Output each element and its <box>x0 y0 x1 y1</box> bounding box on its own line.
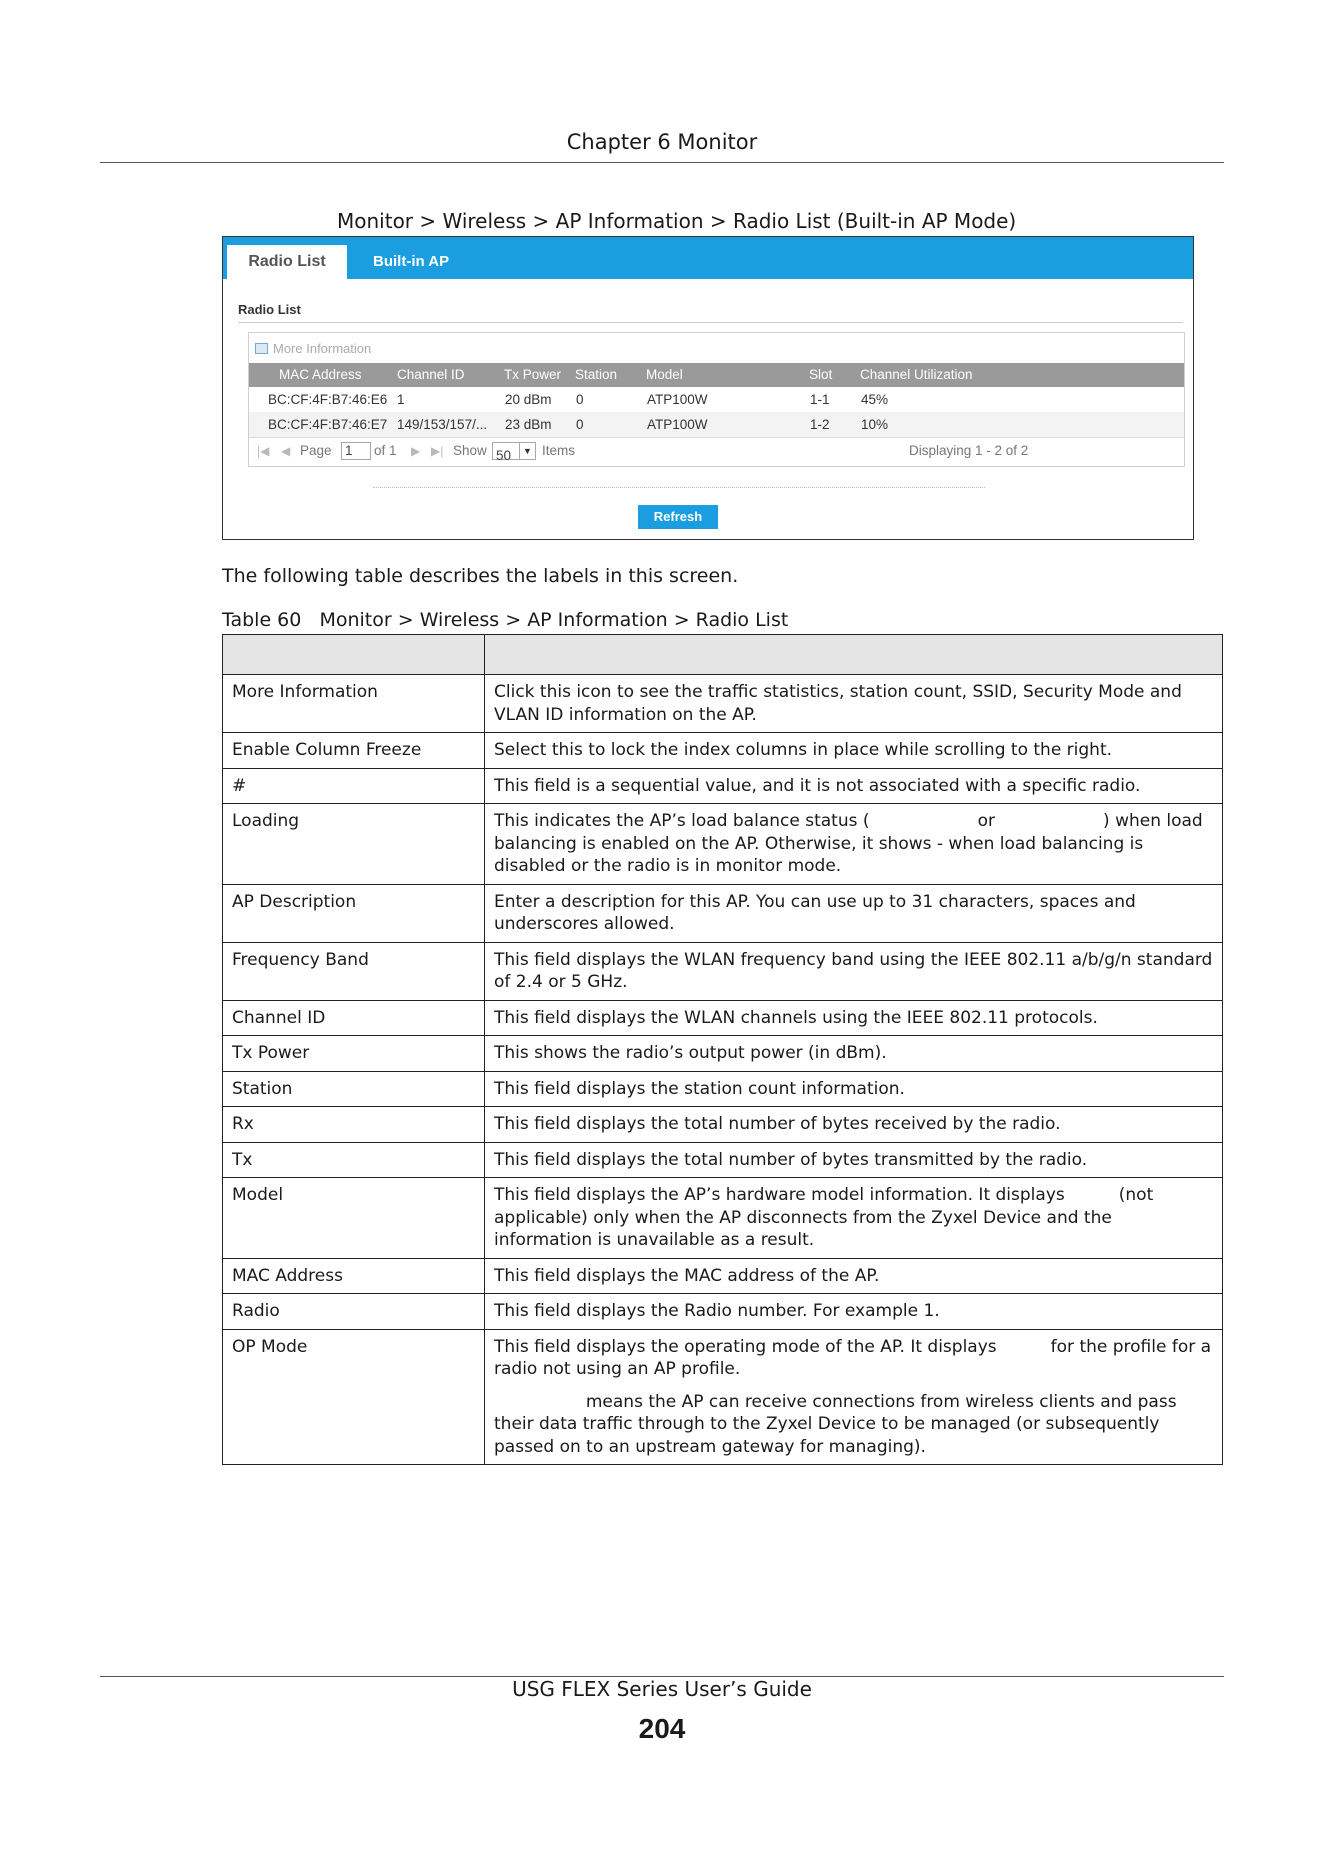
label-cell: Tx <box>223 1142 485 1178</box>
description-cell <box>485 942 1223 1000</box>
description-text: This field displays the Radio number. For example 1. <box>494 1301 940 1321</box>
column-header[interactable]: Slot <box>809 367 833 382</box>
description-cell <box>485 1329 1223 1465</box>
channel-id-cell: 149/153/157/... <box>397 417 488 432</box>
table-row <box>223 1036 1223 1072</box>
description-cell <box>485 1142 1223 1178</box>
table-row[interactable] <box>249 412 1184 437</box>
label-cell: Rx <box>223 1107 485 1143</box>
model-cell: ATP100W <box>647 417 708 432</box>
figure-caption: Monitor > Wireless > AP Information > Radio List (Built-in AP Mode) <box>337 209 1017 233</box>
show-label: Show <box>453 443 487 458</box>
items-label: Items <box>542 443 576 458</box>
label-cell: Station <box>223 1071 485 1107</box>
pagination-bar <box>249 437 1184 464</box>
next-page-icon[interactable]: ▶ <box>411 444 421 458</box>
table-row <box>223 1107 1223 1143</box>
tx-power-cell: 23 dBm <box>505 417 552 432</box>
label-cell: Frequency Band <box>223 942 485 1000</box>
page-size-value: 50 <box>496 448 512 463</box>
page-number-input[interactable]: 1 <box>341 442 371 460</box>
section-title: Radio List <box>238 302 301 317</box>
description-text: This field displays the MAC address of the AP. <box>494 1265 880 1286</box>
slot-cell: 1-1 <box>810 392 830 407</box>
description-text: Select this to lock the index columns in place while scrolling to the right. <box>494 740 1113 760</box>
description-text: This field displays the WLAN frequency band using the IEEE 802.11 a/b/g/n standard of 2.4 or 5 GHz. <box>494 949 1218 992</box>
description-cell <box>485 768 1223 804</box>
page-count-label: of 1 <box>374 443 397 458</box>
more-information-button[interactable] <box>255 341 371 356</box>
divider-dotted <box>373 487 985 488</box>
column-header[interactable]: Tx Power <box>504 367 562 382</box>
table-row <box>223 1071 1223 1107</box>
column-header[interactable]: Channel ID <box>397 367 465 382</box>
label-cell: OP Mode <box>223 1329 485 1465</box>
refresh-button[interactable]: Refresh <box>638 505 718 529</box>
description-text: This field is a sequential value, and it is not associated with a specific radio. <box>494 775 1141 796</box>
tab-radio-list[interactable]: Radio List <box>227 245 347 279</box>
channel-id-cell: 1 <box>397 392 405 407</box>
description-text: This field displays the operating mode of the AP. It displays for the profile for a radio not using an AP profile. <box>494 1336 1217 1379</box>
intro-paragraph: The following table describes the labels in this screen. <box>222 565 739 587</box>
table-row <box>223 1258 1223 1294</box>
label-cell: AP Description <box>223 884 485 942</box>
column-header[interactable]: Station <box>575 367 618 382</box>
tab-built-in-ap[interactable]: Built-in AP <box>373 253 450 270</box>
channel-utilization-cell: 10% <box>861 417 889 432</box>
chevron-down-icon: ▼ <box>519 443 535 459</box>
first-page-icon[interactable]: |◀ <box>257 444 270 458</box>
label-cell: MAC Address <box>223 1258 485 1294</box>
description-text: This indicates the AP’s load balance status ( or ) when load balancing is enabled on the AP. Otherwise, it shows - when load balancing is disabled or the radio is in monitor mode. <box>494 811 1209 876</box>
table-row <box>223 1294 1223 1330</box>
page-label: Page <box>300 443 332 458</box>
label-cell: Loading <box>223 804 485 885</box>
label-cell: Channel ID <box>223 1000 485 1036</box>
table-row <box>223 942 1223 1000</box>
last-page-icon[interactable]: ▶| <box>431 444 444 458</box>
label-cell: # <box>223 768 485 804</box>
mac-address-cell: BC:CF:4F:B7:46:E6 <box>268 392 388 407</box>
description-cell <box>485 804 1223 885</box>
description-cell <box>485 1036 1223 1072</box>
label-cell: Radio <box>223 1294 485 1330</box>
description-text: Enter a description for this AP. You can use up to 31 characters, spaces and underscores allowed. <box>494 891 1142 934</box>
description-text: means the AP can receive connections from wireless clients and pass their data traffic through to the Zyxel Device to be managed (or subsequently passed on to an upstream gateway for managing). <box>494 1391 1182 1457</box>
description-cell <box>485 1294 1223 1330</box>
displaying-status: Displaying 1 - 2 of 2 <box>909 443 1029 458</box>
table-row <box>223 733 1223 769</box>
description-cell <box>485 675 1223 733</box>
description-text: This shows the radio’s output power (in dBm). <box>494 1043 887 1063</box>
table-row <box>223 1329 1223 1465</box>
model-cell: ATP100W <box>647 392 708 407</box>
label-description-table <box>222 634 1223 1465</box>
station-cell: 0 <box>576 417 584 432</box>
table-row <box>223 675 1223 733</box>
description-cell <box>485 884 1223 942</box>
table-row <box>223 768 1223 804</box>
description-text: This field displays the total number of bytes transmitted by the radio. <box>494 1149 1088 1170</box>
table-row <box>223 1000 1223 1036</box>
section-divider <box>238 322 1183 323</box>
table-row <box>223 884 1223 942</box>
radio-list-panel <box>248 332 1185 467</box>
tab-bar <box>223 237 1193 279</box>
header-divider <box>100 162 1224 163</box>
description-column-header <box>485 635 1223 675</box>
mac-address-cell: BC:CF:4F:B7:46:E7 <box>268 417 388 432</box>
radio-list-screenshot <box>222 236 1194 540</box>
table-row <box>223 804 1223 885</box>
description-text: Click this icon to see the traffic statistics, station count, SSID, Security Mode and VLAN ID information on the AP. <box>494 682 1188 725</box>
description-cell <box>485 1258 1223 1294</box>
label-cell: Enable Column Freeze <box>223 733 485 769</box>
column-header[interactable]: Channel Utilization <box>860 367 973 382</box>
more-information-label: More Information <box>273 341 372 356</box>
description-text: This field displays the WLAN channels using the IEEE 802.11 protocols. <box>494 1007 1098 1028</box>
table-header <box>249 363 1184 387</box>
chapter-header: Chapter 6 Monitor <box>566 130 758 154</box>
tx-power-cell: 20 dBm <box>505 392 552 407</box>
column-header[interactable]: MAC Address <box>279 367 362 382</box>
label-cell: Model <box>223 1178 485 1259</box>
table-caption: Table 60 Monitor > Wireless > AP Information > Radio List <box>222 609 789 631</box>
table-row <box>223 1178 1223 1259</box>
page-size-select[interactable] <box>492 442 536 463</box>
description-text: This field displays the AP’s hardware model information. It displays (not applicable) only when the AP disconnects from the Zyxel Device and the information is unavailable as a result. <box>494 1185 1159 1250</box>
column-header[interactable]: Model <box>646 367 683 382</box>
description-text: This field displays the total number of bytes received by the radio. <box>494 1114 1061 1134</box>
channel-utilization-cell: 45% <box>861 392 889 407</box>
label-column-header <box>223 635 485 675</box>
label-cell: More Information <box>223 675 485 733</box>
station-cell: 0 <box>576 392 584 407</box>
previous-page-icon[interactable]: ◀ <box>281 444 291 458</box>
table-row[interactable] <box>249 387 1184 412</box>
description-cell <box>485 1071 1223 1107</box>
description-cell <box>485 1107 1223 1143</box>
table-body <box>223 675 1223 1465</box>
label-cell: Tx Power <box>223 1036 485 1072</box>
guide-title: USG FLEX Series User’s Guide <box>512 1677 812 1701</box>
description-cell <box>485 733 1223 769</box>
info-table-icon <box>255 343 268 354</box>
description-cell <box>485 1178 1223 1259</box>
description-text: This field displays the station count information. <box>494 1078 905 1099</box>
slot-cell: 1-2 <box>810 417 830 432</box>
description-cell <box>485 1000 1223 1036</box>
page-number: 204 <box>638 1713 686 1744</box>
table-row <box>223 1142 1223 1178</box>
table-header-row <box>223 635 1223 675</box>
